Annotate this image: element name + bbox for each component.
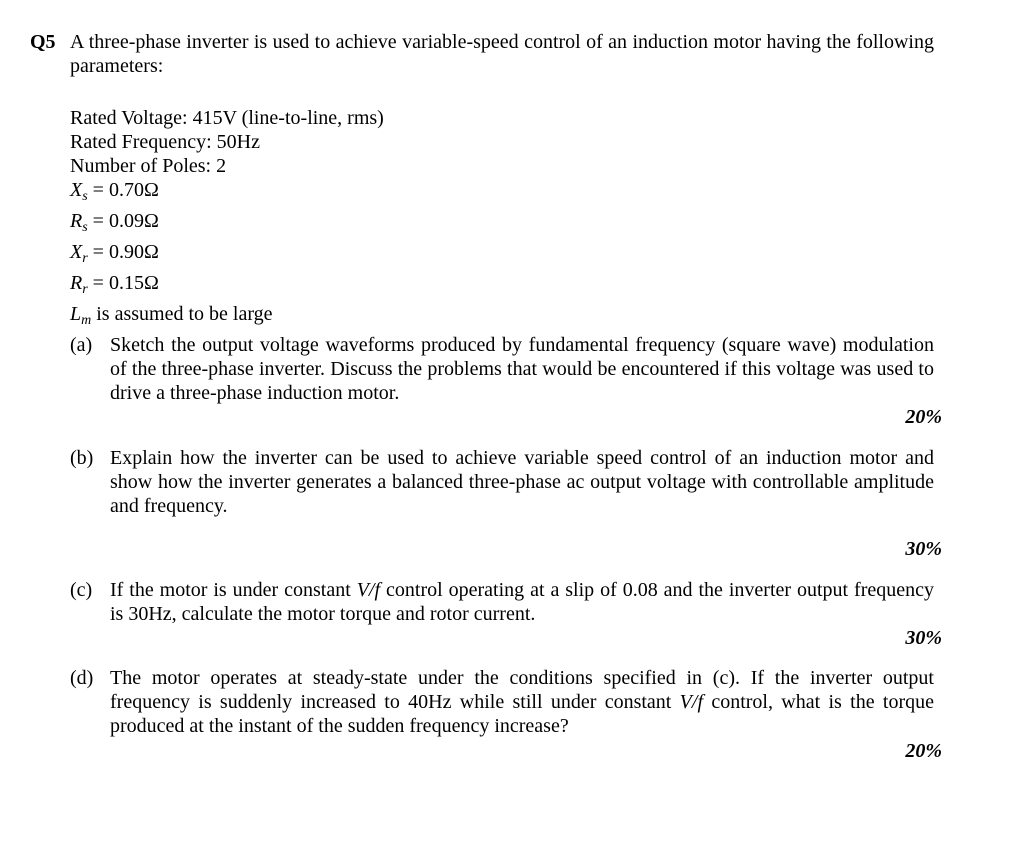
part-b-text: Explain how the inverter can be used to achieve variable speed control of an induction motor and show how the inverter generates a balanced three-phase ac output voltage with controllable amplitude and frequency.	[110, 447, 934, 517]
param-rated-frequency: Rated Frequency: 50Hz	[70, 131, 260, 153]
param-lm-value: is assumed to be large	[91, 303, 273, 325]
part-d-text-start: The motor operates at steady-state under the conditions specified in (c). If the inverter output frequency is suddenly increased to 40Hz while still under constant	[110, 667, 934, 713]
param-poles: Number of Poles: 2	[70, 155, 227, 177]
part-d-text-end: control, what is the torque produced at the instant of the sudden frequency increase?	[110, 691, 934, 737]
part-c-text-end: control operating at a slip of 0.08 and the inverter output frequency is 30Hz, calculate the motor torque and rotor current.	[110, 579, 934, 625]
part-c-text-start: If the motor is under constant	[110, 579, 357, 601]
part-c-text	[110, 578, 934, 626]
param-xr-value: = 0.90Ω	[87, 241, 159, 263]
param-xs-subscript: s	[82, 189, 88, 204]
param-lm	[70, 302, 384, 333]
param-rs	[70, 209, 384, 240]
param-xs	[70, 178, 384, 209]
part-b-label: (b)	[70, 447, 94, 469]
param-xs-value: = 0.70Ω	[87, 179, 159, 201]
question-number: Q5	[30, 31, 56, 53]
parameter-list	[70, 106, 384, 333]
param-rr-value: = 0.15Ω	[87, 272, 159, 294]
part-a-label: (a)	[70, 334, 93, 356]
part-a-text: Sketch the output voltage waveforms produced by fundamental frequency (square wave) modulation of the three-phase inverter. Discuss the problems that would be encountered if this voltage was used to drive a three-phase induction motor.	[110, 334, 934, 404]
part-d-text	[110, 666, 934, 738]
param-rr-symbol: R	[70, 272, 83, 294]
part-d-marks: 20%	[905, 740, 942, 762]
part-b-marks: 30%	[905, 538, 942, 560]
question-intro: A three-phase inverter is used to achieve variable-speed control of an induction motor having the following parameters:	[70, 31, 934, 77]
param-rs-symbol: R	[70, 210, 83, 232]
part-a-marks: 20%	[905, 406, 942, 428]
param-lm-subscript: m	[81, 313, 92, 328]
part-c-vf: V/f	[356, 579, 381, 601]
part-c-marks: 30%	[905, 627, 942, 649]
param-xs-symbol: X	[70, 179, 83, 201]
param-rr-subscript: r	[82, 282, 88, 297]
param-rated-voltage: Rated Voltage: 415V (line-to-line, rms)	[70, 107, 384, 129]
param-xr-symbol: X	[70, 241, 83, 263]
param-rs-subscript: s	[82, 220, 88, 235]
part-d-label: (d)	[70, 667, 94, 689]
param-xr-subscript: r	[82, 251, 88, 266]
param-rr	[70, 271, 384, 302]
part-d-vf: V/f	[679, 691, 704, 713]
param-lm-symbol: L	[70, 303, 82, 325]
param-rs-value: = 0.09Ω	[87, 210, 159, 232]
part-c-label: (c)	[70, 579, 93, 601]
param-xr	[70, 240, 384, 271]
